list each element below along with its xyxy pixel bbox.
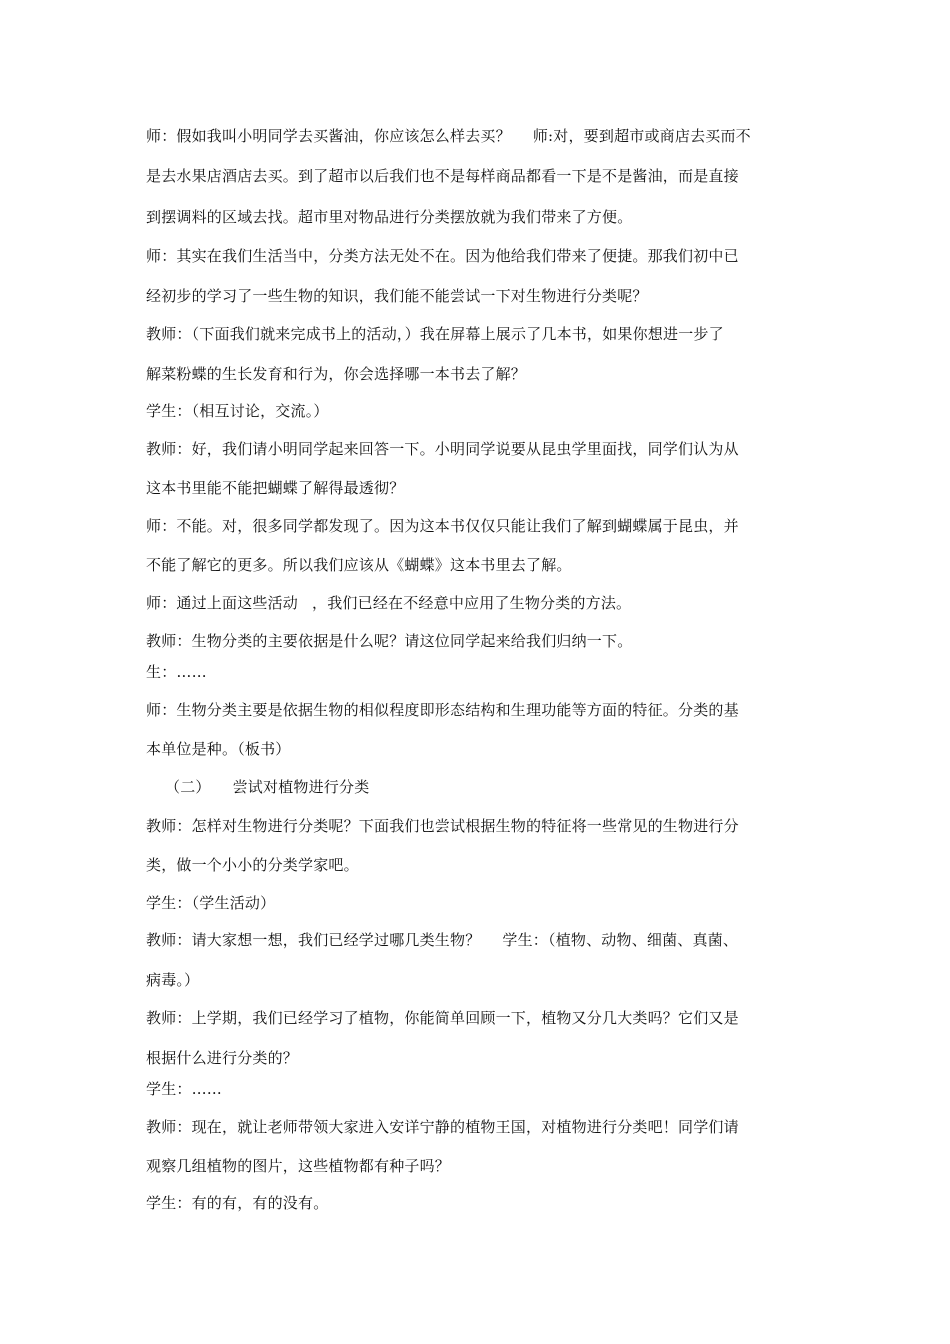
section-number: （二）	[165, 778, 211, 796]
text-segment: ，我们已经在不经意中应用了生物分类的方法。	[312, 594, 632, 612]
text-line: 病毒。）	[146, 971, 200, 989]
text-line: 观察几组植物的图片，这些植物都有种子吗？	[146, 1157, 451, 1175]
section-heading	[165, 777, 830, 797]
text-line: 经初步的学习了一些生物的知识，我们能不能尝试一下对生物进行分类呢？	[146, 287, 648, 305]
text-segment: 师:对，要到超市或商店去买而不	[532, 127, 751, 145]
text-line: 学生：（学生活动）	[146, 894, 276, 912]
text-line: 教师：现在，就让老师带领大家进入安详宁静的植物王国，对植物进行分类吧！同学们请	[146, 1118, 739, 1136]
text-line	[146, 930, 811, 950]
text-line: 类，做一个小小的分类学家吧。	[146, 856, 359, 874]
text-line: 教师：怎样对生物进行分类呢？下面我们也尝试根据生物的特征将一些常见的生物进行分	[146, 817, 739, 835]
text-line: 师：生物分类主要是依据生物的相似程度即形态结构和生理功能等方面的特征。分类的基	[146, 701, 739, 719]
section-title: 尝试对植物进行分类	[232, 778, 370, 796]
text-line: 学生：（相互讨论，交流。）	[146, 402, 329, 420]
text-segment: 师：通过上面这些活动	[146, 594, 299, 612]
text-line: 学生：有的有，有的没有。	[146, 1194, 329, 1212]
text-line	[146, 126, 811, 146]
text-line: 到摆调料的区域去找。超市里对物品进行分类摆放就为我们带来了方便。	[146, 208, 633, 226]
text-line: 本单位是种。（板书）	[146, 740, 291, 758]
text-line: 教师：上学期，我们已经学习了植物，你能简单回顾一下，植物又分几大类吗？它们又是	[146, 1009, 739, 1027]
text-line: 教师：生物分类的主要依据是什么呢？请这位同学起来给我们归纳一下。	[146, 632, 633, 650]
text-line: 教师：好，我们请小明同学起来回答一下。小明同学说要从昆虫学里面找，同学们认为从	[146, 440, 739, 458]
text-line: 学生：……	[146, 1080, 223, 1098]
text-line: 根据什么进行分类的？	[146, 1049, 299, 1067]
text-segment: 教师：请大家想一想，我们已经学过哪几类生物？	[146, 931, 481, 949]
text-line: 是去水果店酒店去买。到了超市以后我们也不是每样商品都看一下是不是酱油，而是直接	[146, 167, 739, 185]
text-line	[146, 593, 811, 613]
text-line: 教师：（下面我们就来完成书上的活动，）我在屏幕上展示了几本书，如果你想进一步了	[146, 325, 724, 343]
text-segment: 师：假如我叫小明同学去买酱油，你应该怎么样去买？	[146, 127, 511, 145]
text-line: 生：……	[146, 663, 207, 681]
text-line: 不能了解它的更多。所以我们应该从《蝴蝶》这本书里去了解。	[146, 556, 572, 574]
text-line: 这本书里能不能把蝴蝶了解得最透彻？	[146, 479, 405, 497]
text-segment: 学生：（植物、动物、细菌、真菌、	[502, 931, 739, 949]
text-line: 解菜粉蝶的生长发育和行为，你会选择哪一本书去了解？	[146, 365, 527, 383]
text-line: 师：不能。对，很多同学都发现了。因为这本书仅仅只能让我们了解到蝴蝶属于昆虫，并	[146, 517, 739, 535]
text-line: 师：其实在我们生活当中，分类方法无处不在。因为他给我们带来了便捷。那我们初中已	[146, 247, 739, 265]
